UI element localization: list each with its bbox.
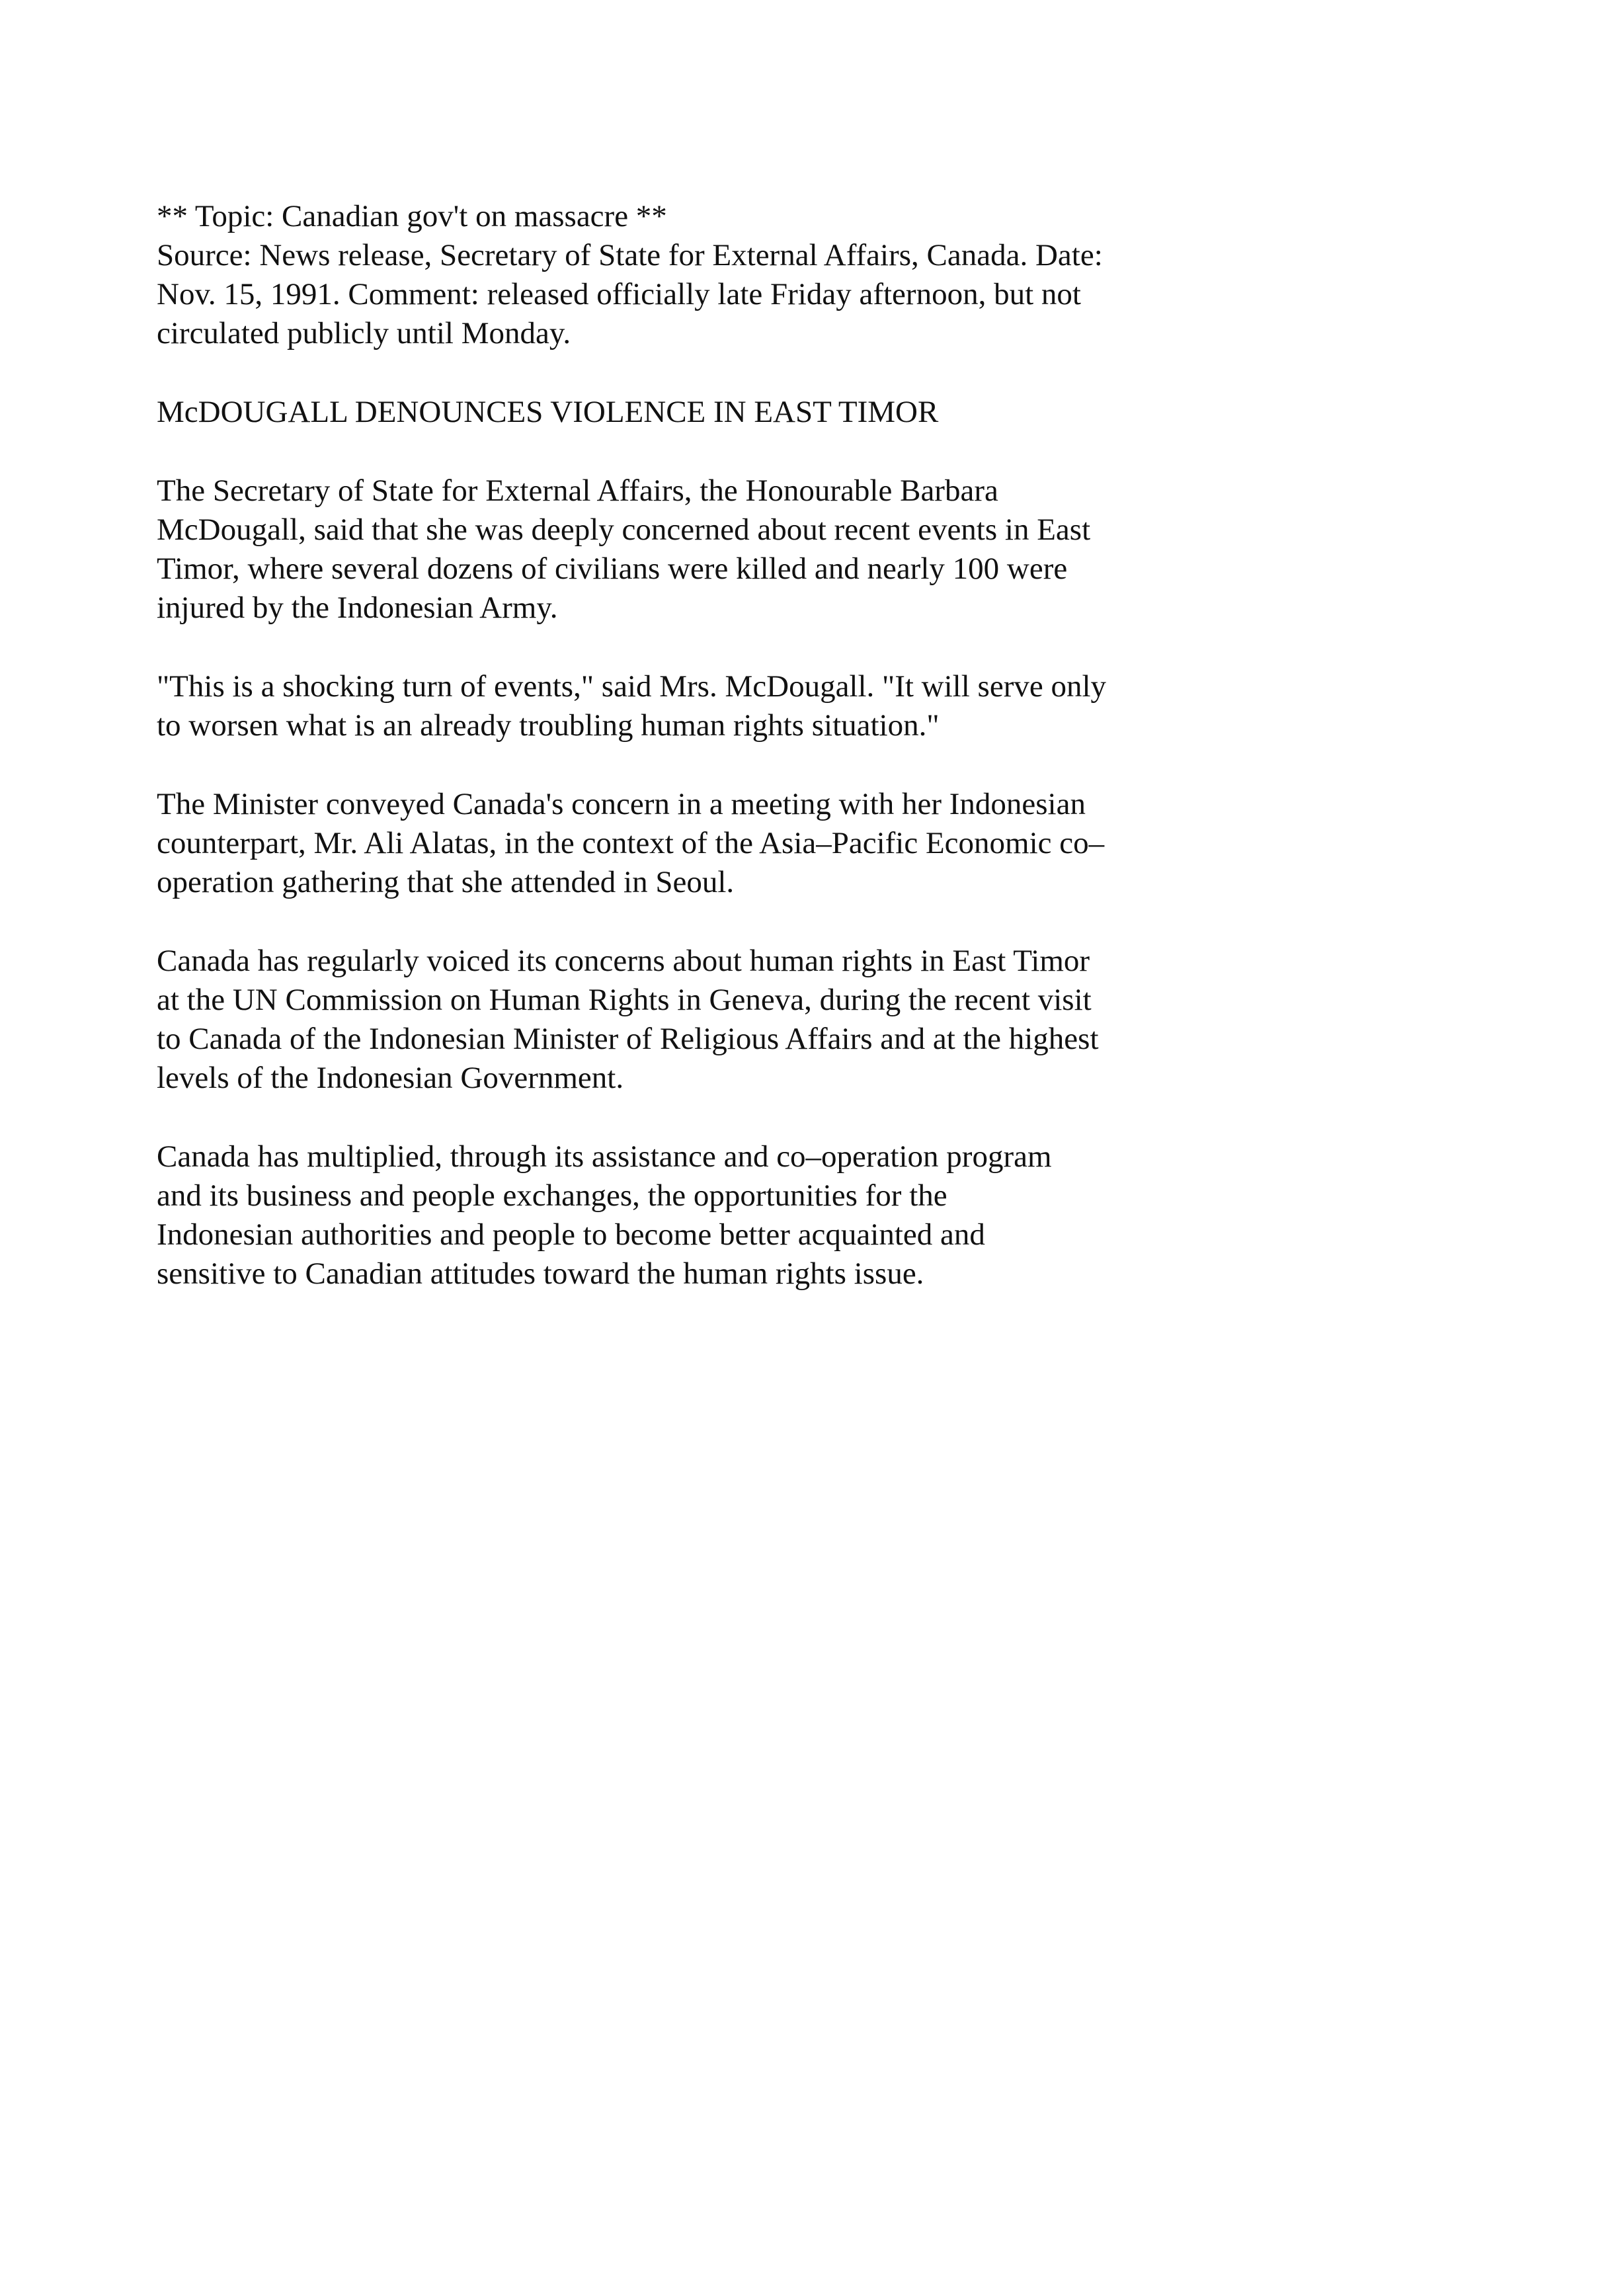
paragraph-line: to worsen what is an already troubling human rights situation." — [157, 708, 940, 743]
paragraph-line: Indonesian authorities and people to become better acquainted and — [157, 1217, 985, 1252]
spacer — [157, 432, 1413, 472]
paragraph-line: sensitive to Canadian attitudes toward the human rights issue. — [157, 1256, 924, 1291]
headline-block — [157, 393, 1413, 432]
paragraph-line: "This is a shocking turn of events," said Mrs. McDougall. "It will serve only — [157, 669, 1107, 704]
spacer — [157, 628, 1413, 667]
paragraph-line: operation gathering that she attended in Seoul. — [157, 865, 735, 899]
paragraph-line: Canada has regularly voiced its concerns about human rights in East Timor — [157, 944, 1090, 978]
spacer — [157, 1098, 1413, 1137]
header-block — [157, 197, 1413, 353]
paragraph — [157, 1137, 1413, 1293]
paragraph-line: injured by the Indonesian Army. — [157, 591, 558, 625]
spacer — [157, 353, 1413, 393]
paragraph-line: Timor, where several dozens of civilians were killed and nearly 100 were — [157, 552, 1068, 586]
spacer — [157, 745, 1413, 785]
spacer — [157, 902, 1413, 942]
paragraph-line: to Canada of the Indonesian Minister of Religious Affairs and at the highest — [157, 1022, 1099, 1056]
paragraph-line: at the UN Commission on Human Rights in Geneva, during the recent visit — [157, 983, 1092, 1017]
paragraph — [157, 472, 1413, 628]
paragraph-line: levels of the Indonesian Government. — [157, 1061, 624, 1095]
topic-line: ** Topic: Canadian gov't on massacre ** — [157, 199, 667, 233]
paragraph — [157, 667, 1413, 745]
paragraph — [157, 785, 1413, 902]
paragraph — [157, 942, 1413, 1098]
headline: McDOUGALL DENOUNCES VIOLENCE IN EAST TIMOR — [157, 395, 939, 429]
paragraph-line: counterpart, Mr. Ali Alatas, in the context of the Asia–Pacific Economic co– — [157, 826, 1105, 860]
source-line: circulated publicly until Monday. — [157, 316, 571, 350]
paragraph-line: The Secretary of State for External Affairs, the Honourable Barbara — [157, 473, 998, 508]
paragraph-line: McDougall, said that she was deeply concerned about recent events in East — [157, 512, 1091, 547]
paragraph-line: Canada has multiplied, through its assistance and co–operation program — [157, 1139, 1052, 1174]
paragraph-line: The Minister conveyed Canada's concern in a meeting with her Indonesian — [157, 787, 1086, 821]
document-body — [157, 197, 1413, 1293]
source-line: Source: News release, Secretary of State for External Affairs, Canada. Date: — [157, 238, 1103, 272]
source-line: Nov. 15, 1991. Comment: released officially late Friday afternoon, but not — [157, 277, 1081, 311]
paragraph-line: and its business and people exchanges, the opportunities for the — [157, 1178, 947, 1213]
